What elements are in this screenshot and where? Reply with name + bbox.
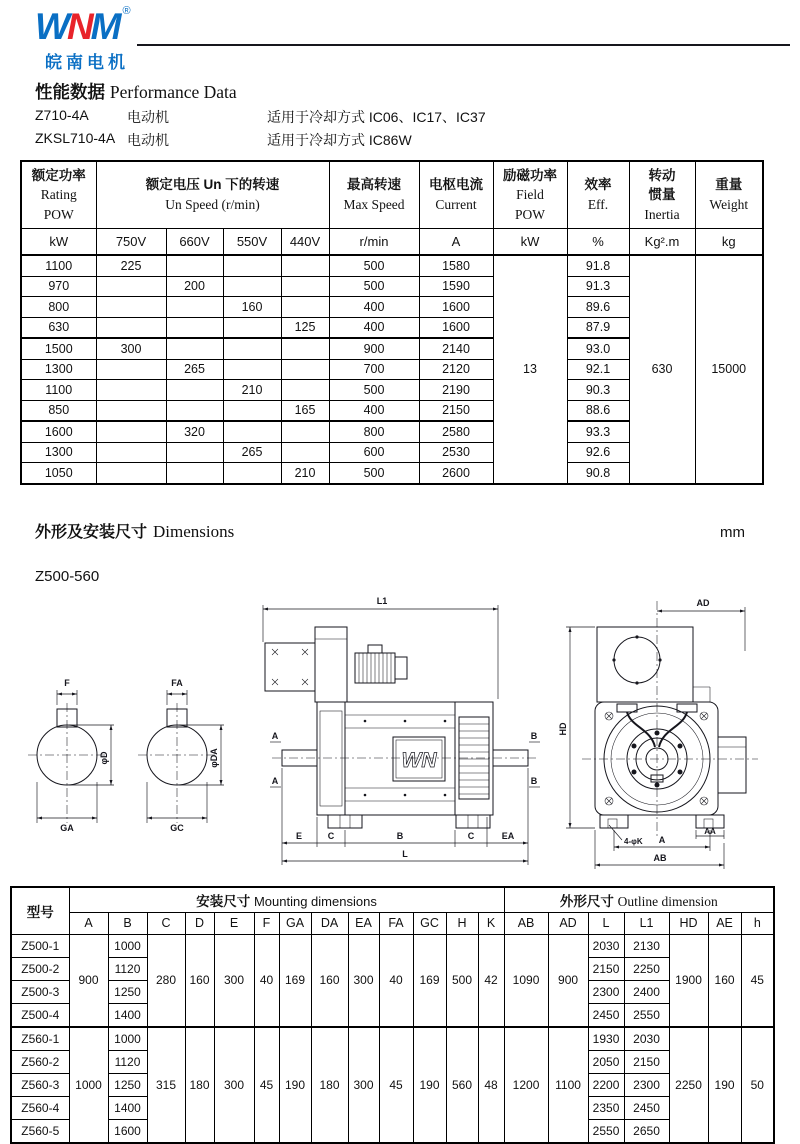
cell: 160 xyxy=(185,934,214,1027)
unit-mm-label: mm xyxy=(720,523,745,541)
cell: 1900 xyxy=(669,934,708,1027)
cell: 2150 xyxy=(419,400,493,421)
col-weight: 重量 Weight xyxy=(695,161,763,229)
col-rating: 额定功率 Rating POW xyxy=(21,161,96,229)
dim-label-da: φDA xyxy=(209,747,219,768)
col-letter: A xyxy=(69,912,108,934)
cell xyxy=(96,276,166,297)
cell: 400 xyxy=(329,317,419,338)
cell: 900 xyxy=(329,338,419,359)
cell: 88.6 xyxy=(567,400,629,421)
cell: 87.9 xyxy=(567,317,629,338)
motor-end-view xyxy=(558,598,758,869)
brand-logo xyxy=(35,5,131,47)
cell: 970 xyxy=(21,276,96,297)
cell: 1100 xyxy=(21,255,96,276)
cell: 2140 xyxy=(419,338,493,359)
dim-label-ea: EA xyxy=(501,830,515,841)
dim-label-l1: L1 xyxy=(376,595,388,606)
cell xyxy=(96,463,166,484)
dim-label-c: C xyxy=(467,830,475,841)
col-letter: K xyxy=(478,912,504,934)
cell: 210 xyxy=(281,463,329,484)
col-letter: C xyxy=(147,912,185,934)
dimensions-heading-cn: 外形及安装尺寸 xyxy=(35,523,148,541)
outline-drawing xyxy=(10,587,790,877)
cell-model: Z560-2 xyxy=(11,1050,69,1073)
col-letter: E xyxy=(214,912,254,934)
cell: 300 xyxy=(348,934,379,1027)
model-cooling: 适用于冷却方式 IC06、IC17、IC37 xyxy=(267,109,486,125)
performance-table xyxy=(20,160,764,485)
cell: 40 xyxy=(254,934,279,1027)
col-letter: F xyxy=(254,912,279,934)
cell: 2400 xyxy=(624,980,669,1003)
model-type: 电动机 xyxy=(127,109,169,125)
header-rule xyxy=(137,44,790,46)
cell: 900 xyxy=(69,934,108,1027)
cell: 800 xyxy=(21,297,96,318)
col-letter: AB xyxy=(504,912,548,934)
cell: 93.3 xyxy=(567,421,629,442)
dim-label-d: φD xyxy=(99,751,109,764)
shaft-end-view-2 xyxy=(138,678,224,833)
col-max-speed: 最高转速 Max Speed xyxy=(329,161,419,229)
cell: 2250 xyxy=(669,1027,708,1143)
cell-model: Z560-5 xyxy=(11,1119,69,1143)
cell xyxy=(96,400,166,421)
col-letter: H xyxy=(446,912,478,934)
logo-letter-n: N xyxy=(66,6,91,47)
cell: 91.8 xyxy=(567,255,629,276)
cell: 280 xyxy=(147,934,185,1027)
unit-cell: 750V xyxy=(96,229,166,256)
dim-label-hd: HD xyxy=(558,722,568,735)
col-letter: DA xyxy=(311,912,348,934)
cell: 1120 xyxy=(108,957,147,980)
cell: 1580 xyxy=(419,255,493,276)
cell: 2130 xyxy=(624,934,669,957)
cell: 1300 xyxy=(21,442,96,463)
dim-label-foot-holes: 4-φK xyxy=(624,836,643,846)
col-current: 电枢电流 Current xyxy=(419,161,493,229)
cell: 2650 xyxy=(624,1119,669,1143)
cell: 850 xyxy=(21,400,96,421)
col-letter: D xyxy=(185,912,214,934)
cell: 89.6 xyxy=(567,297,629,318)
cell xyxy=(281,297,329,318)
cell: 2030 xyxy=(588,934,624,957)
nameplate-logo: WN xyxy=(401,748,437,772)
cell: 300 xyxy=(348,1027,379,1143)
cell xyxy=(223,463,281,484)
dim-label-aa: AA xyxy=(704,826,716,836)
motor-side-view xyxy=(263,596,540,865)
header xyxy=(0,0,800,46)
page-title-cn: 性能数据 xyxy=(35,82,105,102)
cell xyxy=(281,380,329,401)
cell: 1600 xyxy=(21,421,96,442)
cell: 2550 xyxy=(624,1003,669,1027)
section-label-a: A xyxy=(271,730,279,741)
cell: 300 xyxy=(214,934,254,1027)
model-code: Z710-4A xyxy=(35,107,89,123)
perf-units-row xyxy=(21,229,763,256)
cell xyxy=(166,400,223,421)
brand-chinese-name: 皖南电机 xyxy=(45,53,129,72)
dim-label-ga: GA xyxy=(60,822,74,833)
cell: 225 xyxy=(96,255,166,276)
cell: 2300 xyxy=(624,1073,669,1096)
col-group-outline: 外形尺寸 Outline dimension xyxy=(504,887,774,913)
cell xyxy=(166,380,223,401)
cell: 2450 xyxy=(588,1003,624,1027)
model-type: 电动机 xyxy=(127,132,169,148)
section-label-b: B xyxy=(530,775,538,786)
dim-label-b: B xyxy=(396,830,404,841)
cell xyxy=(96,421,166,442)
cell: 169 xyxy=(413,934,446,1027)
cell: 200 xyxy=(166,276,223,297)
cell: 2120 xyxy=(419,359,493,380)
unit-cell: kW xyxy=(21,229,96,256)
col-letter: AE xyxy=(708,912,741,934)
cell: 180 xyxy=(311,1027,348,1143)
cell: 169 xyxy=(279,934,311,1027)
model-code: ZKSL710-4A xyxy=(35,130,116,146)
dim-label-l: L xyxy=(402,848,408,859)
table-row xyxy=(21,255,763,276)
cell-weight: 15000 xyxy=(695,255,763,484)
col-letter: GC xyxy=(413,912,446,934)
cell: 300 xyxy=(96,338,166,359)
dim-label-gc: GC xyxy=(170,822,184,833)
cell xyxy=(223,400,281,421)
col-letter: L xyxy=(588,912,624,934)
cell: 160 xyxy=(223,297,281,318)
cell: 50 xyxy=(741,1027,774,1143)
cell: 45 xyxy=(254,1027,279,1143)
cell xyxy=(166,297,223,318)
unit-cell: r/min xyxy=(329,229,419,256)
cell xyxy=(166,317,223,338)
cell: 315 xyxy=(147,1027,185,1143)
cell: 1000 xyxy=(69,1027,108,1143)
dim-label-a: A xyxy=(658,834,666,845)
cell: 1500 xyxy=(21,338,96,359)
col-group-mounting: 安装尺寸 Mounting dimensions xyxy=(69,887,504,913)
col-un-speed: 额定电压 Un 下的转速 Un Speed (r/min) xyxy=(96,161,329,229)
cell xyxy=(223,421,281,442)
model-cooling: 适用于冷却方式 IC86W xyxy=(267,132,412,148)
cell xyxy=(223,276,281,297)
cell: 2550 xyxy=(588,1119,624,1143)
cell: 45 xyxy=(379,1027,413,1143)
perf-header-row xyxy=(21,161,763,229)
cell: 190 xyxy=(413,1027,446,1143)
cell: 93.0 xyxy=(567,338,629,359)
cell xyxy=(166,463,223,484)
col-letter: HD xyxy=(669,912,708,934)
cell: 265 xyxy=(166,359,223,380)
cell: 500 xyxy=(329,380,419,401)
cell: 40 xyxy=(379,934,413,1027)
cell: 2050 xyxy=(588,1050,624,1073)
cell: 48 xyxy=(478,1027,504,1143)
dimensions-heading xyxy=(35,519,745,542)
unit-cell: Kg².m xyxy=(629,229,695,256)
section-label-a: A xyxy=(271,775,279,786)
cell: 180 xyxy=(185,1027,214,1143)
mount-header-row xyxy=(11,887,774,913)
cell xyxy=(223,359,281,380)
cell: 45 xyxy=(741,934,774,1027)
cell xyxy=(96,380,166,401)
cell-model: Z560-1 xyxy=(11,1027,69,1051)
cell: 92.1 xyxy=(567,359,629,380)
registered-mark-icon: ® xyxy=(122,5,131,17)
cell: 160 xyxy=(311,934,348,1027)
cell: 1100 xyxy=(21,380,96,401)
frame-size-range: Z500-560 xyxy=(35,567,100,585)
col-efficiency: 效率 Eff. xyxy=(567,161,629,229)
cell xyxy=(281,276,329,297)
dim-label-f: F xyxy=(64,677,70,688)
cell: 1250 xyxy=(108,980,147,1003)
cell-model: Z500-2 xyxy=(11,957,69,980)
cell: 560 xyxy=(446,1027,478,1143)
dimensions-heading-en: Dimensions xyxy=(153,521,235,541)
col-letter: EA xyxy=(348,912,379,934)
cell: 160 xyxy=(708,934,741,1027)
cell: 600 xyxy=(329,442,419,463)
cell: 320 xyxy=(166,421,223,442)
cell xyxy=(166,255,223,276)
page-title-en: Performance Data xyxy=(109,82,237,102)
col-field-pow: 励磁功率 Field POW xyxy=(493,161,567,229)
dim-label-e: E xyxy=(295,830,303,841)
cell xyxy=(223,338,281,359)
cell: 500 xyxy=(329,276,419,297)
section-label-b: B xyxy=(530,730,538,741)
cell: 2600 xyxy=(419,463,493,484)
cell: 1600 xyxy=(419,297,493,318)
cell xyxy=(223,255,281,276)
cell: 700 xyxy=(329,359,419,380)
cell: 190 xyxy=(708,1027,741,1143)
cell xyxy=(96,442,166,463)
cell: 1600 xyxy=(108,1119,147,1143)
unit-cell: kg xyxy=(695,229,763,256)
cell: 2300 xyxy=(588,980,624,1003)
unit-cell: % xyxy=(567,229,629,256)
cell: 1930 xyxy=(588,1027,624,1051)
cell: 300 xyxy=(214,1027,254,1143)
cell: 190 xyxy=(279,1027,311,1143)
table-row xyxy=(11,934,774,957)
cell: 90.3 xyxy=(567,380,629,401)
cell: 2450 xyxy=(624,1096,669,1119)
cell: 90.8 xyxy=(567,463,629,484)
cell: 265 xyxy=(223,442,281,463)
cell: 1250 xyxy=(108,1073,147,1096)
unit-cell: kW xyxy=(493,229,567,256)
cell: 210 xyxy=(223,380,281,401)
col-letter: h xyxy=(741,912,774,934)
cell: 2190 xyxy=(419,380,493,401)
unit-cell: 550V xyxy=(223,229,281,256)
cell: 1120 xyxy=(108,1050,147,1073)
logo-letter-m: M xyxy=(90,6,119,47)
cell xyxy=(281,442,329,463)
cell xyxy=(96,297,166,318)
col-letter: AD xyxy=(548,912,588,934)
cell-model: Z560-3 xyxy=(11,1073,69,1096)
col-letter: GA xyxy=(279,912,311,934)
cell: 2150 xyxy=(624,1050,669,1073)
unit-cell: 660V xyxy=(166,229,223,256)
col-letter: B xyxy=(108,912,147,934)
cell-inertia: 630 xyxy=(629,255,695,484)
cell: 400 xyxy=(329,400,419,421)
model-line-1 xyxy=(35,107,800,127)
shaft-end-view-1 xyxy=(28,678,114,833)
logo-letter-w: W xyxy=(35,6,67,47)
cell: 630 xyxy=(21,317,96,338)
cell: 1400 xyxy=(108,1096,147,1119)
unit-cell: A xyxy=(419,229,493,256)
cell: 800 xyxy=(329,421,419,442)
dim-label-c: C xyxy=(327,830,335,841)
cell: 2250 xyxy=(624,957,669,980)
cell xyxy=(96,359,166,380)
cell: 42 xyxy=(478,934,504,1027)
cell xyxy=(166,338,223,359)
col-inertia: 转动 惯量 Inertia xyxy=(629,161,695,229)
page-title xyxy=(35,79,800,104)
cell: 1590 xyxy=(419,276,493,297)
col-model: 型号 xyxy=(11,887,69,935)
cell: 92.6 xyxy=(567,442,629,463)
cell: 91.3 xyxy=(567,276,629,297)
col-letter: FA xyxy=(379,912,413,934)
cell: 1300 xyxy=(21,359,96,380)
cell: 400 xyxy=(329,297,419,318)
cell xyxy=(96,317,166,338)
cell: 125 xyxy=(281,317,329,338)
cell: 2150 xyxy=(588,957,624,980)
cell xyxy=(281,255,329,276)
cell-field-pow: 13 xyxy=(493,255,567,484)
cell: 1100 xyxy=(548,1027,588,1143)
col-letter: L1 xyxy=(624,912,669,934)
unit-cell: 440V xyxy=(281,229,329,256)
cell-model: Z560-4 xyxy=(11,1096,69,1119)
cell-model: Z500-4 xyxy=(11,1003,69,1027)
cell: 500 xyxy=(329,255,419,276)
cell: 2580 xyxy=(419,421,493,442)
cell: 900 xyxy=(548,934,588,1027)
mounting-table xyxy=(10,886,775,1144)
cell: 1090 xyxy=(504,934,548,1027)
cell xyxy=(281,338,329,359)
table-row xyxy=(11,1027,774,1051)
mount-subheader-row xyxy=(11,912,774,934)
cell: 500 xyxy=(329,463,419,484)
dim-label-fa: FA xyxy=(171,677,183,688)
cell: 1050 xyxy=(21,463,96,484)
cell: 165 xyxy=(281,400,329,421)
cell-model: Z500-3 xyxy=(11,980,69,1003)
cell: 1400 xyxy=(108,1003,147,1027)
cell-model: Z500-1 xyxy=(11,934,69,957)
cell: 1000 xyxy=(108,934,147,957)
cell: 1000 xyxy=(108,1027,147,1051)
dim-label-ad: AD xyxy=(696,597,710,608)
cell: 500 xyxy=(446,934,478,1027)
cell: 2030 xyxy=(624,1027,669,1051)
cell: 1200 xyxy=(504,1027,548,1143)
model-line-2 xyxy=(35,130,800,150)
cell: 2530 xyxy=(419,442,493,463)
cell xyxy=(281,359,329,380)
cell xyxy=(281,421,329,442)
cell: 2200 xyxy=(588,1073,624,1096)
cell: 2350 xyxy=(588,1096,624,1119)
cell xyxy=(223,317,281,338)
dim-label-ab: AB xyxy=(653,852,667,863)
cell xyxy=(166,442,223,463)
cell: 1600 xyxy=(419,317,493,338)
